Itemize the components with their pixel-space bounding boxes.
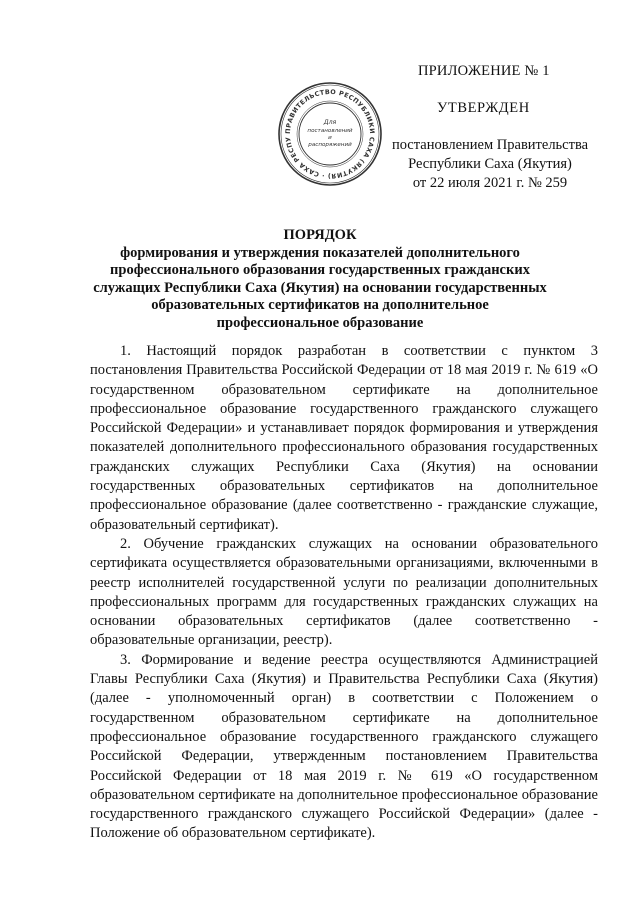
- title-line-5: профессиональное образование: [216, 314, 424, 331]
- seal-icon: [276, 80, 384, 188]
- appendix-label: ПРИЛОЖЕНИЕ № 1: [418, 63, 550, 79]
- title-line-4: образовательных сертификатов на дополнительное: [151, 297, 489, 314]
- seal-center-line-1: Для: [323, 119, 337, 126]
- decree-line-3: от 22 июля 2021 г. № 259: [412, 175, 568, 191]
- paragraph-2: 2. Обучение гражданских служащих на основании образовательного сертификата осуществляется образовательными организациями, включенными в реестр исполнителей государственной услуги по реализации дополнительных профессиональных программ для государственных гражданских служащих на основании образовательных сертификатов (далее соответственно - образовательные организации, реестр).: [90, 535, 598, 649]
- approved-label: УТВЕРЖДЕН: [437, 100, 530, 116]
- title-heading: ПОРЯДОК: [283, 227, 357, 243]
- paragraph-1: 1. Настоящий порядок разработан в соответствии с пунктом 3 постановления Правительства Российской Федерации от 18 мая 2019 г. № 619 «О государственном образовательном сертификате на дополнительное профессиональное образование государственного гражданского служащего Российской Федерации» и устанавливает порядок формирования и утверждения показателей дополнительного профессионального образования государственных гражданских служащих Республики Саха (Якутия) на основании государственных образовательных сертификатов на дополнительное профессиональное образование (далее соответственно - гражданские служащие, образовательный сертификат).: [90, 343, 598, 533]
- title-line-3: служащих Республики Саха (Якутия) на основании государственных: [93, 279, 547, 296]
- seal-center-line-4: распоряжений: [308, 142, 352, 148]
- decree-line-1: постановлением Правительства: [391, 137, 589, 153]
- official-seal: [276, 80, 384, 188]
- title-line-2: профессионального образования государственных гражданских: [110, 262, 530, 279]
- paragraph-3: 3. Формирование и ведение реестра осуществляются Администрацией Главы Республики Саха (Якутия) и Правительства Республики Саха (Якутия) (далее - уполномоченный орган) в соответствии с Положением о государственном образовательном сертификате на дополнительное профессиональное образование государственного гражданского служащего Российской Федерации, утвержденным постановлением Правительства Российской Федерации от 18 мая 2019 г. № 619 «О государственном образовательном сертификате на дополнительное профессиональное образование государственного гражданского служащего Российской Федерации» (далее - Положение об образовательном сертификате).: [90, 651, 598, 842]
- seal-center-line-2: постановлений: [307, 128, 353, 134]
- title-line-1: формирования и утверждения показателей дополнительного: [120, 244, 520, 261]
- seal-ring-text: ПРАВИТЕЛЬСТВО РЕСПУБЛИКИ САХА (ЯКУТИЯ) · САХА РЕСПУ: [283, 87, 377, 181]
- decree-line-2: Республики Саха (Якутия): [408, 156, 572, 172]
- seal-center-line-3: и: [328, 135, 332, 141]
- document-body: [90, 342, 598, 844]
- decree-reference: [370, 136, 610, 193]
- document-title: [90, 227, 550, 333]
